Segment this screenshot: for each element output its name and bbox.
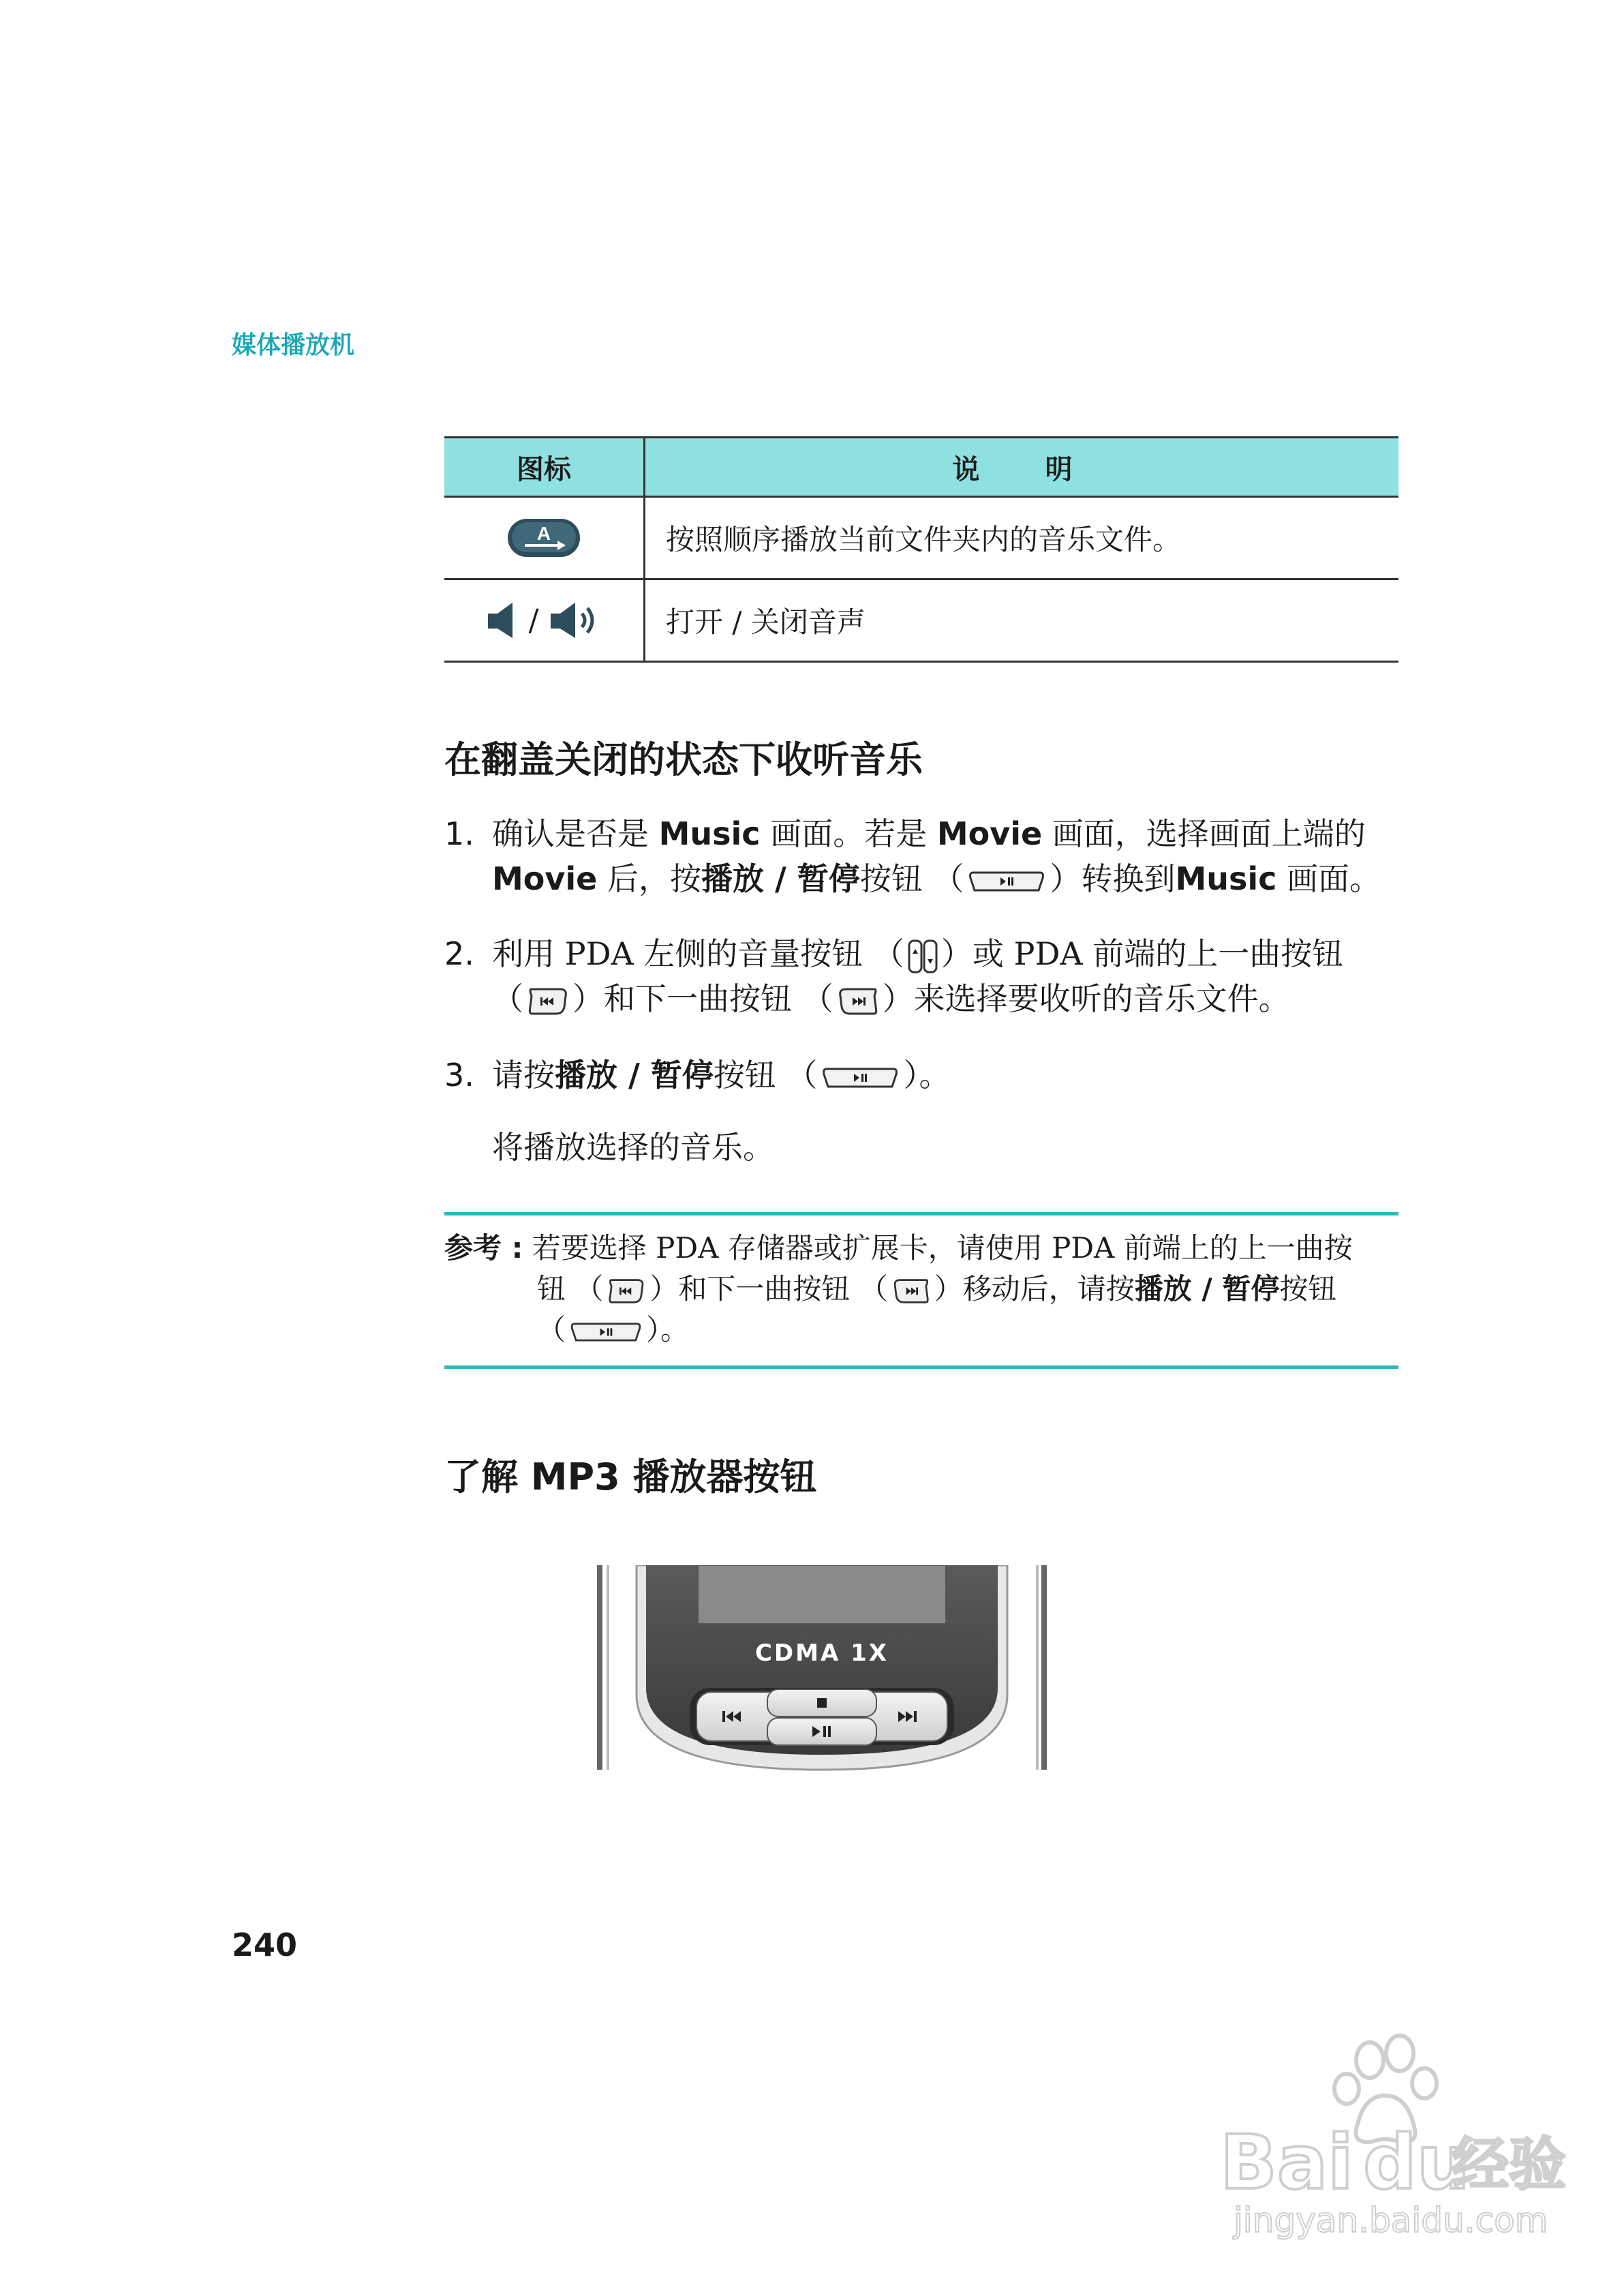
play-pause-term: 播放 / 暂停 [1134, 1272, 1280, 1305]
step-number: 1. [444, 815, 474, 852]
baidu-jingyan-logo [1193, 2027, 1574, 2246]
step-text: 画面。若是 [770, 815, 928, 852]
step-text: ）来选择要收听的音乐文件。 [882, 980, 1290, 1017]
step-text: ）或 PDA 前端的上一曲按钮 [940, 935, 1344, 972]
step-text: 利用 PDA 左侧的音量按钮 （ [492, 935, 904, 972]
step-text: 画面。 [1287, 860, 1381, 897]
previous-track-button-icon [606, 1278, 647, 1305]
table-cell-icon [444, 580, 645, 661]
note-text: 钮 （ [537, 1272, 604, 1305]
step-text: 确认是否是 [492, 815, 649, 852]
step-3 [444, 1053, 1412, 1098]
step-text: 画面，选择画面上端的 [1052, 815, 1366, 852]
table-cell-description: 打开 / 关闭音声 [666, 605, 866, 639]
movie-term: Movie [492, 860, 598, 897]
volume-button-icon [907, 939, 938, 974]
mp3-player-illustration [597, 1565, 1047, 1772]
step-text: ）。 [903, 1057, 951, 1093]
step-3-result [444, 1125, 1412, 1170]
music-term: Music [1175, 860, 1277, 897]
device-illustration [597, 1565, 1047, 1775]
note-text: ）移动后，请按 [934, 1272, 1135, 1305]
table-header-row [444, 436, 1398, 498]
baidu-watermark [1193, 2027, 1574, 2248]
note-text: ）和下一曲按钮 （ [649, 1272, 888, 1305]
step-result-text: 将播放选择的音乐。 [492, 1129, 774, 1166]
note-label: 参考 : [444, 1231, 523, 1265]
play-pause-button-icon [966, 868, 1047, 894]
icon-table [444, 436, 1398, 663]
section-heading: 了解 MP3 播放器按钮 [444, 1455, 817, 1498]
mute-icon [485, 599, 519, 642]
watermark-brand-b: du [1363, 2119, 1471, 2206]
page-number: 240 [232, 1927, 298, 1963]
step-text: ）和下一曲按钮 （ [572, 980, 833, 1017]
auto-play-icon [506, 517, 582, 559]
step-number: 3. [444, 1057, 474, 1093]
note-text: 按钮 [1279, 1272, 1337, 1305]
note-box [444, 1212, 1398, 1369]
sound-on-icon [548, 599, 602, 642]
watermark-brand-a: Bai [1220, 2119, 1353, 2206]
table-header-icon: 图标 [444, 438, 645, 496]
watermark-url: jingyan.baidu.com [1234, 2201, 1548, 2240]
step-2 [444, 931, 1412, 1021]
step-text: 后，按 [607, 860, 701, 897]
step-text: 按钮 （ [859, 860, 964, 897]
note-text: ）。 [646, 1313, 690, 1346]
step-text: ）转换到 [1050, 860, 1176, 897]
table-header-description: 说 明 [952, 453, 1092, 485]
play-pause-term: 播放 / 暂停 [701, 860, 860, 897]
step-text: （ [492, 980, 523, 1017]
step-text: 按钮 （ [713, 1057, 818, 1093]
next-track-button-icon [891, 1278, 932, 1305]
next-track-button-icon [836, 986, 880, 1016]
note-text: 若要选择 PDA 存储器或扩展卡，请使用 PDA 前端上的上一曲按 [532, 1231, 1353, 1265]
table-cell-icon [444, 498, 645, 578]
table-row [444, 498, 1398, 580]
step-text: 请按 [492, 1057, 555, 1093]
previous-track-button-icon [526, 986, 570, 1016]
svg-text:A: A [536, 523, 551, 544]
table-row [444, 580, 1398, 663]
play-pause-term: 播放 / 暂停 [555, 1057, 714, 1093]
icon-separator: / [528, 603, 539, 638]
table-cell-description: 按照顺序播放当前文件夹内的音乐文件。 [666, 523, 1182, 556]
section-heading: 在翻盖关闭的状态下收听音乐 [444, 738, 923, 781]
step-1 [444, 811, 1412, 901]
movie-term: Movie [936, 815, 1043, 852]
play-pause-button-icon [568, 1320, 643, 1344]
step-number: 2. [444, 935, 474, 972]
watermark-brand-c: 经验 [1452, 2131, 1567, 2198]
play-pause-button-icon [820, 1065, 900, 1091]
note-text: （ [537, 1313, 566, 1346]
section-label: 媒体播放机 [232, 331, 355, 359]
music-term: Music [658, 815, 761, 852]
device-brand-label: CDMA 1X [754, 1640, 889, 1667]
